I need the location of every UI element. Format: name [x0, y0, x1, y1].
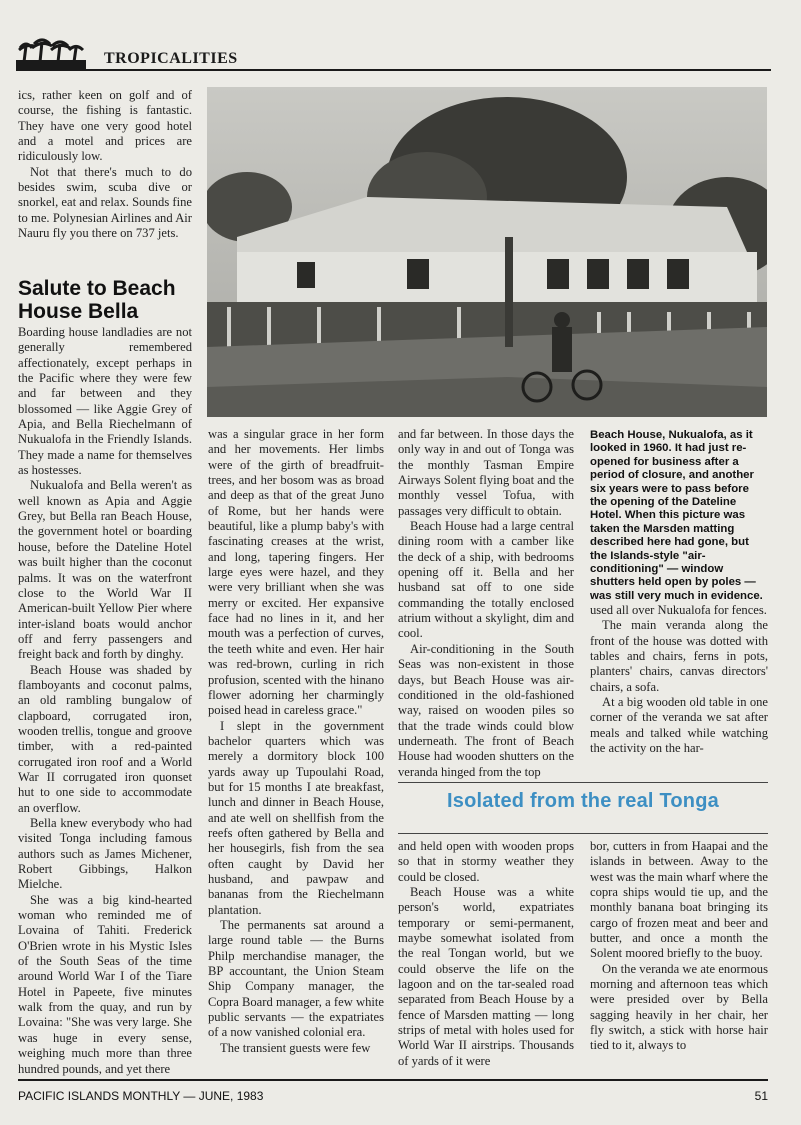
header-divider	[16, 69, 771, 71]
palm-trees-logo-icon	[16, 36, 86, 70]
paragraph: and held open with wooden props so that in stormy weather they could be closed.	[398, 839, 574, 884]
column-3-continued	[398, 839, 574, 1069]
article-headline: Salute to Beach House Bella	[18, 277, 176, 323]
footer-divider	[18, 1079, 768, 1081]
paragraph: The transient guests were few	[220, 1040, 371, 1055]
photo-illustration	[207, 87, 767, 417]
paragraph: bor, cutters in from Haapai and the islands in between. Away to the west was the main wharf where the copra ships would tie up, and the monthly banana boat bringing its cargo of frozen meat and beer and butter, and once a month the Solent moored briefly to the buoy.	[590, 839, 768, 961]
column-2	[208, 427, 384, 1056]
paragraph: I slept in the government bachelor quarters which was merely a dormitory block 100 yards away up Tupoulahi Road, but for 15 months I ate breakfast, lunch and dinner in Beach House, and ate well on shellfish from the reefs often gathered by Bella and her housegirls, fish from the sea often caught by David her husband, and pawpaw and bananas from the Riechelmann plantation.	[208, 718, 384, 917]
photo-caption: Beach House, Nukualofa, as it looked in 1960. It had just re-opened for business after a period of closure, and another six years were to pass before the opening of the Dateline Hotel. When this picture was taken the Marsden matting described here had gone, but the Islands-style "air-conditioning" — window shutters held open by poles — was still very much in evidence.	[590, 429, 763, 602]
paragraph: Air-conditioning in the South Seas was non-existent in those days, but Beach House was air-conditioned in the old-fashioned way, raised on wooden piles so that the trade winds could blow underneath. The front of Beach House had wooden shutters on the veranda hinged from the top	[398, 641, 574, 779]
column-3	[398, 427, 574, 780]
paragraph: Beach House had a large central dining room with a camber like the deck of a ship, with bedrooms opening off it. Bella and her husband sat off to one side commanding the totally enclosed atrium without a skylight, dim and cool.	[398, 519, 574, 641]
paragraph: Beach House was shaded by flamboyants and coconut palms, an old rambling bungalow of clapboard, corrugated iron, wooden trellis, tongue and groove timber, with a red-painted corrugated iron roof and a World War II corrugated iron quonset hut to one side to accommodate an overflow.	[18, 662, 192, 815]
section-title: TROPICALITIES	[104, 50, 238, 67]
paragraph: Nukualofa and Bella weren't as well known as Apia and Aggie Grey, but Bella ran Beach House, the government hotel or boarding house, before the Dateline Hotel was built higher than the coconut palms. It was on the waterfront close to the World War II American-built Yellow Pier where inter-island boats would anchor off and ferry passengers and freight back and forth by dinghy.	[18, 478, 192, 662]
paragraph: At a big wooden old table in one corner of the veranda we sat after meals and talked while watching the activity on the har-	[590, 695, 768, 756]
paragraph: The main veranda along the front of the house was dotted with tables and chairs, ferns in pots, planters' chairs, canvas directors' chairs, a sofa.	[590, 618, 768, 694]
column-1	[18, 88, 192, 241]
paragraph: Beach House was a white person's world, expatriates temporary or semi-permanent, maybe somewhat isolated from the real Tongan world, but we could observe the life on the lagoon and on the tar-sealed road separated from Beach House by a fence of Marsden matting — long strips of metal with holes used for World War II airstrips. Thousands of yards of it were	[398, 885, 574, 1068]
page-number: 51	[754, 1089, 768, 1103]
paragraph: was a singular grace in her form and her movements. Her limbs were of the girth of breadfruit-trees, and her bosom was as broad and deep as that of the great Juno of Rome, but her hands were beautiful, like a plump baby's with fascinating creases at the wrist, and long, tapering fingers. Her large eyes were hazel, and they were very brilliant when she was merry or excited. Her expansive face had no lines in it, and her mouth was a perfection of curves, the teeth white and even. Her hair was red-brown, curling in rich profusion, scented with the hinano flower adorning her charmingly poised head in careless grace."	[208, 427, 384, 718]
publication-info: PACIFIC ISLANDS MONTHLY — JUNE, 1983	[18, 1089, 264, 1103]
paragraph: used all over Nukualofa for fences.	[590, 603, 767, 617]
paragraph: and far between. In those days the only way in and out of Tonga was the monthly Tasman Empire Airways Solent flying boat and the monthly vessel Tofua, with passages very difficult to obtain.	[398, 427, 574, 518]
beach-house-photo	[207, 87, 767, 417]
paragraph: Bella knew everybody who had visited Tonga including famous authors such as James Michener, Robert Gibbings, Halkon Mielche.	[18, 816, 192, 892]
paragraph: On the veranda we ate enormous morning and afternoon teas which were presided over by Bella sagging heavily in her chair, her fly switch, a stick with horse hair tied to it, always to	[590, 961, 768, 1053]
paragraph: She was a big kind-hearted woman who reminded me of Lovaina of Tahiti. Frederick O'Brien wrote in his Mystic Isles of the South Seas of the time around World War I of the Tiare Hotel in Papeete, five minutes walk from the quay, and run by Lovaina: "She was very large. She was huge in every sense, weighing much more than three hundred pounds, and yet there	[18, 892, 192, 1076]
paragraph: The permanents sat around a large round table — the Burns Philp merchandise manager, the BP accountant, the Union Steam Ship Company manager, the Copra Board manager, a few white public servants — the expatriates of a now vanished colonial era.	[208, 918, 384, 1040]
paragraph: Not that there's much to do besides swim, scuba dive or snorkel, eat and relax. Sounds fine to me. Polynesian Airlines and Air Nauru fly you there on 737 jets.	[18, 164, 192, 241]
paragraph: ics, rather keen on golf and of course, the fishing is fantastic. They have one very good hotel and a motel and prices are ridiculously low.	[18, 88, 192, 164]
column-1-article	[18, 325, 192, 1077]
page-footer	[18, 1089, 768, 1103]
page-header	[16, 36, 771, 72]
column-4-continued	[590, 839, 768, 1054]
pull-quote	[398, 782, 768, 834]
column-4	[590, 603, 768, 756]
pull-quote-text: Isolated from the real Tonga	[447, 790, 719, 812]
paragraph: Boarding house landladies are not generally remembered affectionately, except perhaps in the Pacific where they were few and far between and they blossomed — like Aggie Grey of Apia, and Bella Riechelmann of Nukualofa in the Friendly Islands. They made a name for themselves as hostesses.	[18, 325, 192, 478]
